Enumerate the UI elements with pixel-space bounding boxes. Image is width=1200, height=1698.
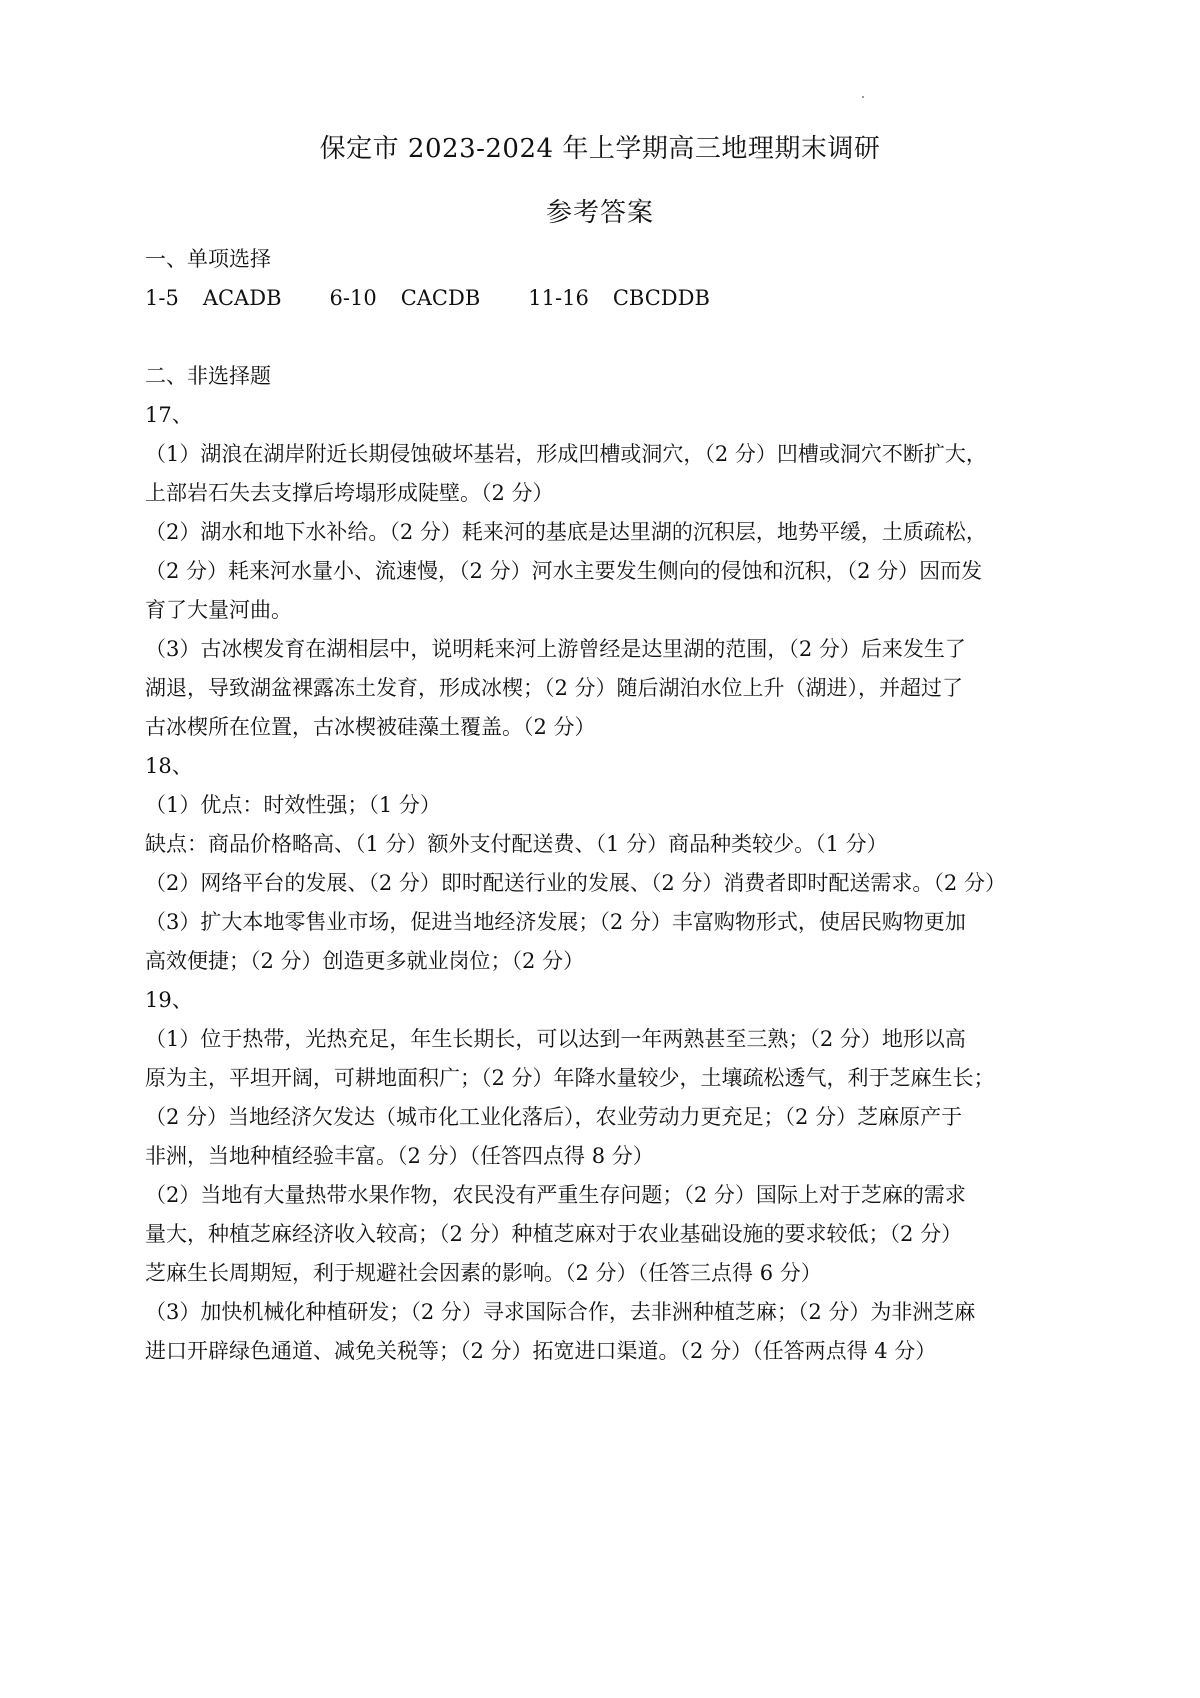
- q17-part2: [145, 513, 1093, 630]
- text-line: 湖退，导致湖盆裸露冻土发育，形成冰楔；（2 分）随后湖泊水位上升（湖进），并超过了: [145, 676, 964, 700]
- q19-part1: [145, 1020, 1093, 1176]
- text-line: 进口开辟绿色通道、减免关税等；（2 分）拓宽进口渠道。（2 分）（任答两点得 4 分）: [145, 1339, 937, 1363]
- answer-letters: CACDB: [400, 286, 481, 310]
- question-number-18: 18、: [145, 754, 193, 778]
- text-line: （3）扩大本地零售业市场，促进当地经济发展；（2 分）丰富购物形式，使居民购物更加: [145, 910, 966, 934]
- text-line: （2）湖水和地下水补给。（2 分）耗来河的基底是达里湖的沉积层，地势平缓，土质疏松，: [145, 520, 987, 544]
- choice-answers-row: [145, 279, 1093, 318]
- q19-part3: [145, 1293, 1093, 1371]
- text-line: 缺点：商品价格略高、（1 分）额外支付配送费、（1 分）商品种类较少。（1 分）: [145, 832, 888, 856]
- answer-range: 6-10: [329, 286, 377, 310]
- text-line: （1）位于热带，光热充足，年生长期长，可以达到一年两熟甚至三熟；（2 分）地形以高: [145, 1027, 966, 1051]
- text-line: 非洲，当地种植经验丰富。（2 分）（任答四点得 8 分）: [145, 1144, 654, 1168]
- blank-spacer: [145, 318, 1093, 357]
- answer-letters: ACADB: [202, 286, 282, 310]
- text-line: （2）当地有大量热带水果作物，农民没有严重生存问题；（2 分）国际上对于芝麻的需求: [145, 1183, 966, 1207]
- scan-speck: [862, 96, 864, 98]
- section-heading-choice: 一、单项选择: [145, 247, 271, 271]
- answer-letters: CBCDDB: [612, 286, 710, 310]
- q17-part3: [145, 630, 1093, 747]
- text-line: 高效便捷；（2 分）创造更多就业岗位；（2 分）: [145, 949, 585, 973]
- text-line: （1）湖浪在湖岸附近长期侵蚀破坏基岩，形成凹槽或洞穴，（2 分）凹槽或洞穴不断扩大，: [145, 442, 987, 466]
- text-line: 芝麻生长周期短，利于规避社会因素的影响。（2 分）（任答三点得 6 分）: [145, 1261, 822, 1285]
- text-line: 量大，种植芝麻经济收入较高；（2 分）种植芝麻对于农业基础设施的要求较低；（2 分）: [145, 1222, 963, 1246]
- answer-content: [145, 240, 1093, 1371]
- text-line: 古冰楔所在位置，古冰楔被硅藻土覆盖。（2 分）: [145, 715, 596, 739]
- question-number-17: 17、: [145, 403, 193, 427]
- text-line: （3）加快机械化种植研发；（2 分）寻求国际合作，去非洲种植芝麻；（2 分）为非洲芝麻: [145, 1300, 976, 1324]
- answer-range: 11-16: [528, 286, 589, 310]
- q17-part1: [145, 435, 1093, 513]
- q18-part3: [145, 903, 1093, 981]
- q18-part1: [145, 786, 1093, 864]
- answer-range: 1-5: [145, 286, 179, 310]
- q19-part2: [145, 1176, 1093, 1293]
- page-subtitle: 参考答案: [545, 198, 654, 228]
- text-line: （2 分）当地经济欠发达（城市化工业化落后），农业劳动力更充足；（2 分）芝麻原产于: [145, 1105, 963, 1129]
- text-line: 育了大量河曲。: [145, 598, 292, 622]
- question-number-19: 19、: [145, 988, 193, 1012]
- text-line: （1）优点：时效性强；（1 分）: [145, 793, 441, 817]
- q18-part2: [145, 864, 1093, 903]
- text-line: （2 分）耗来河水量小、流速慢，（2 分）河水主要发生侧向的侵蚀和沉积，（2 分）因而发: [145, 559, 983, 583]
- page-title: 保定市 2023-2024 年上学期高三地理期末调研: [319, 134, 881, 164]
- section-heading-open: 二、非选择题: [145, 364, 271, 388]
- text-line: （3）古冰楔发育在湖相层中，说明耗来河上游曾经是达里湖的范围，（2 分）后来发生了: [145, 637, 966, 661]
- text-line: 上部岩石失去支撑后垮塌形成陡壁。（2 分）: [145, 481, 554, 505]
- text-line: （2）网络平台的发展、（2 分）即时配送行业的发展、（2 分）消费者即时配送需求。（2 分）: [145, 871, 1006, 895]
- text-line: 原为主，平坦开阔，可耕地面积广；（2 分）年降水量较少，土壤疏松透气，利于芝麻生长；: [145, 1066, 995, 1090]
